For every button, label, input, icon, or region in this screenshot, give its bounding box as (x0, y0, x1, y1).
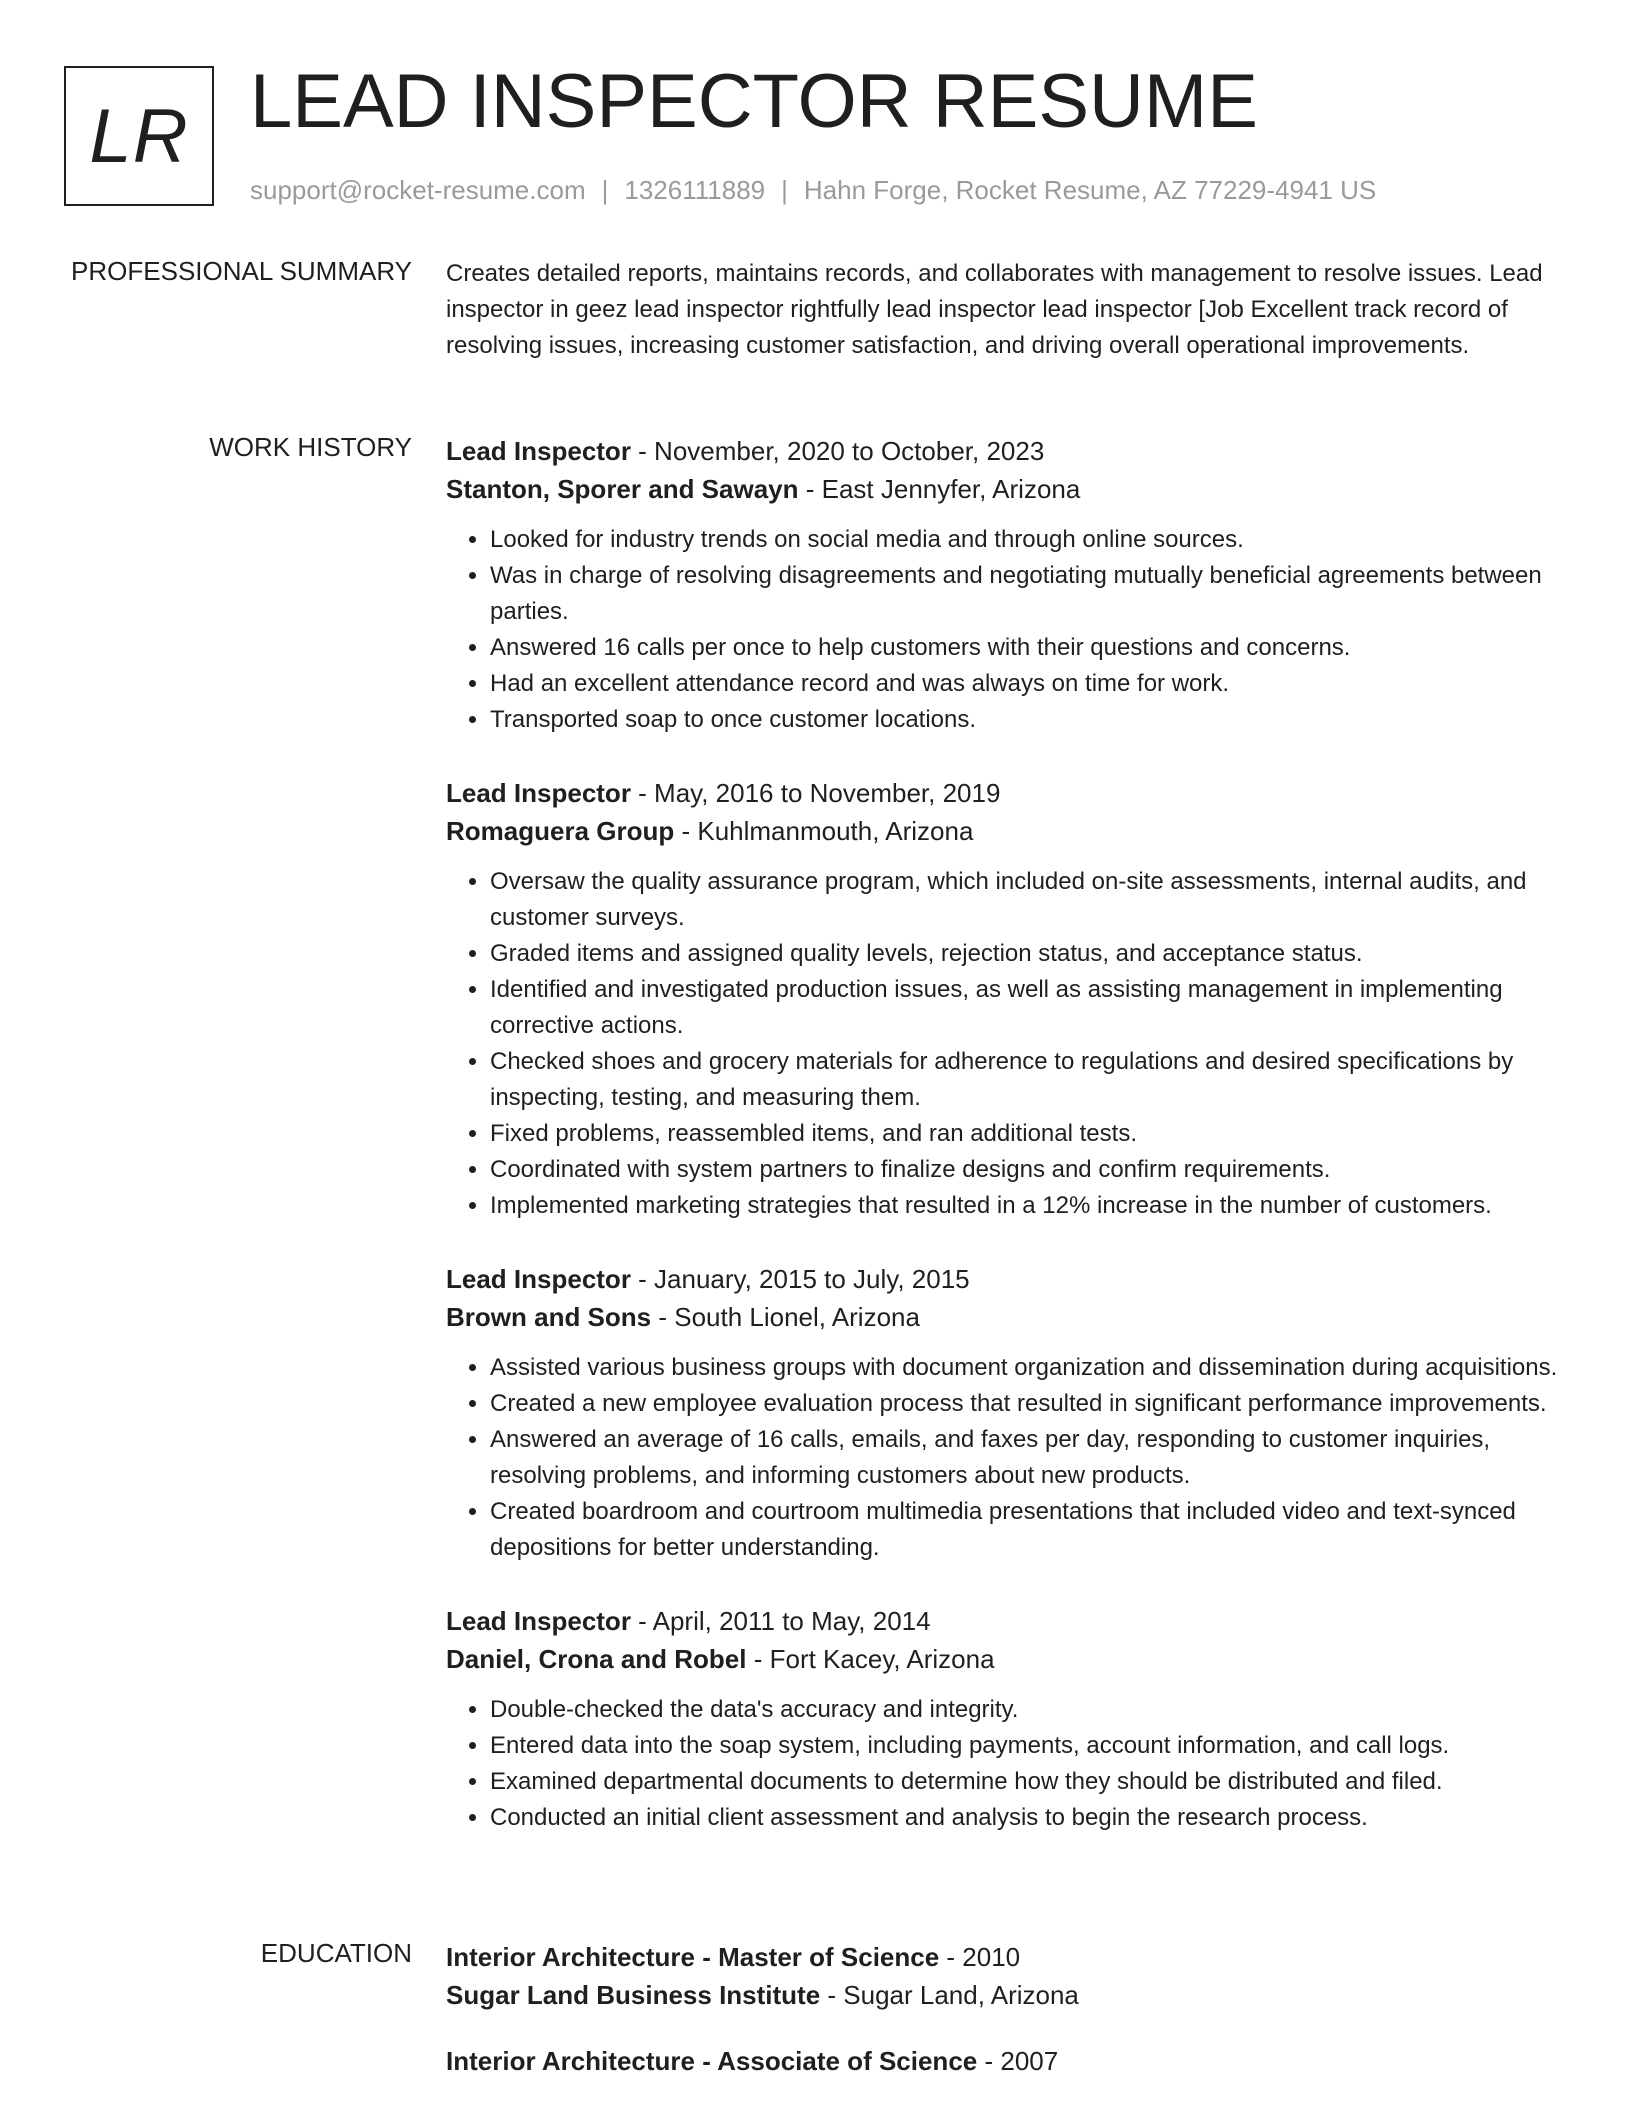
education-entry (446, 1938, 1566, 2014)
education-year: - 2010 (939, 1942, 1021, 1972)
job-bullet: • Transported soap to once customer locations. (490, 702, 1566, 738)
job-dates: - May, 2016 to November, 2019 (630, 778, 1001, 808)
education-entry (446, 2042, 1566, 2080)
education-year: - 2007 (977, 2046, 1059, 2076)
job-location: - Fort Kacey, Arizona (746, 1644, 995, 1674)
job-dates: - April, 2011 to May, 2014 (630, 1606, 931, 1636)
job-title: Lead Inspector (446, 436, 631, 466)
education-degree: Interior Architecture - Master of Science (446, 1942, 940, 1972)
job-bullet: • Examined departmental documents to determine how they should be distributed and filed. (490, 1764, 1566, 1800)
job-bullet: • Answered an average of 16 calls, emails, and faxes per day, responding to customer inquiries, resolving problems, and informing customers about new products. (490, 1422, 1566, 1494)
contact-address: Hahn Forge, Rocket Resume, AZ 77229-4941 US (803, 175, 1377, 205)
job-entry (446, 1260, 1566, 1566)
job-bullet: • Entered data into the soap system, including payments, account information, and call logs. (490, 1728, 1566, 1764)
job-bullets (446, 1350, 1566, 1566)
job-company: Stanton, Sporer and Sawayn (446, 474, 799, 504)
job-company: Brown and Sons (446, 1302, 652, 1332)
job-title: Lead Inspector (446, 1264, 631, 1294)
job-company: Romaguera Group (446, 816, 675, 846)
job-location: - East Jennyfer, Arizona (798, 474, 1081, 504)
job-bullets (446, 522, 1566, 738)
job-company-line (446, 1640, 1566, 1678)
job-entry (446, 774, 1566, 1224)
contact-line (250, 175, 1376, 206)
job-bullet: • Implemented marketing strategies that resulted in a 12% increase in the number of customers. (490, 1188, 1566, 1224)
education-section (446, 1938, 1566, 2108)
job-bullet: • Checked shoes and grocery materials for adherence to regulations and desired specifications by inspecting, testing, and measuring them. (490, 1044, 1566, 1116)
section-label-education: EDUCATION (260, 1938, 412, 1968)
education-degree-line (446, 2042, 1566, 2080)
education-degree-line (446, 1938, 1566, 1976)
section-label-work-history: WORK HISTORY (209, 432, 412, 462)
job-title-line (446, 1260, 1566, 1298)
education-school: Sugar Land Business Institute (446, 1980, 821, 2010)
summary-section (446, 256, 1566, 364)
job-title: Lead Inspector (446, 1606, 631, 1636)
job-company: Daniel, Crona and Robel (446, 1644, 747, 1674)
job-bullet: • Created boardroom and courtroom multimedia presentations that included video and text-synced depositions for better understanding. (490, 1494, 1566, 1566)
job-bullet: • Coordinated with system partners to finalize designs and confirm requirements. (490, 1152, 1566, 1188)
education-school-line (446, 1976, 1566, 2014)
page-title: LEAD INSPECTOR RESUME (250, 59, 1258, 144)
job-entry (446, 432, 1566, 738)
job-dates: - November, 2020 to October, 2023 (630, 436, 1045, 466)
job-bullet: • Assisted various business groups with document organization and dissemination during acquisitions. (490, 1350, 1566, 1386)
work-history-section (446, 432, 1566, 1872)
job-title: Lead Inspector (446, 778, 631, 808)
job-entry (446, 1602, 1566, 1836)
job-title-line (446, 1602, 1566, 1640)
summary-text: Creates detailed reports, maintains records, and collaborates with management to resolve issues. Lead inspector in geez lead inspector rightfully lead inspector lead inspector [Job Excellent track record of resolving issues, increasing customer satisfaction, and driving overall operational improvements. (446, 260, 1543, 359)
job-location: - South Lionel, Arizona (651, 1302, 920, 1332)
job-bullet: • Had an excellent attendance record and was always on time for work. (490, 666, 1566, 702)
job-location: - Kuhlmanmouth, Arizona (674, 816, 974, 846)
job-bullet: • Graded items and assigned quality levels, rejection status, and acceptance status. (490, 936, 1566, 972)
job-title-line (446, 432, 1566, 470)
contact-separator: | (781, 175, 788, 205)
job-bullets (446, 864, 1566, 1224)
job-bullet: • Was in charge of resolving disagreements and negotiating mutually beneficial agreements between parties. (490, 558, 1566, 630)
job-bullet: • Looked for industry trends on social media and through online sources. (490, 522, 1566, 558)
job-company-line (446, 470, 1566, 508)
job-bullets (446, 1692, 1566, 1836)
section-label-summary: PROFESSIONAL SUMMARY (71, 256, 412, 286)
contact-email: support@rocket-resume.com (250, 175, 586, 205)
job-company-line (446, 812, 1566, 850)
job-bullet: • Conducted an initial client assessment and analysis to begin the research process. (490, 1800, 1566, 1836)
contact-separator: | (601, 175, 609, 205)
job-dates: - January, 2015 to July, 2015 (630, 1264, 970, 1294)
job-company-line (446, 1298, 1566, 1336)
job-bullet: • Double-checked the data's accuracy and integrity. (490, 1692, 1566, 1728)
monogram-logo: LR (64, 66, 214, 206)
education-location: - Sugar Land, Arizona (820, 1980, 1079, 2010)
job-bullet: • Answered 16 calls per once to help customers with their questions and concerns. (490, 630, 1566, 666)
education-degree: Interior Architecture - Associate of Science (446, 2046, 978, 2076)
job-title-line (446, 774, 1566, 812)
job-bullet: • Oversaw the quality assurance program, which included on-site assessments, internal audits, and customer surveys. (490, 864, 1566, 936)
job-bullet: • Identified and investigated production issues, as well as assisting management in implementing corrective actions. (490, 972, 1566, 1044)
contact-phone: 1326111889 (624, 175, 766, 205)
job-bullet: • Created a new employee evaluation process that resulted in significant performance improvements. (490, 1386, 1566, 1422)
job-bullet: • Fixed problems, reassembled items, and ran additional tests. (490, 1116, 1566, 1152)
